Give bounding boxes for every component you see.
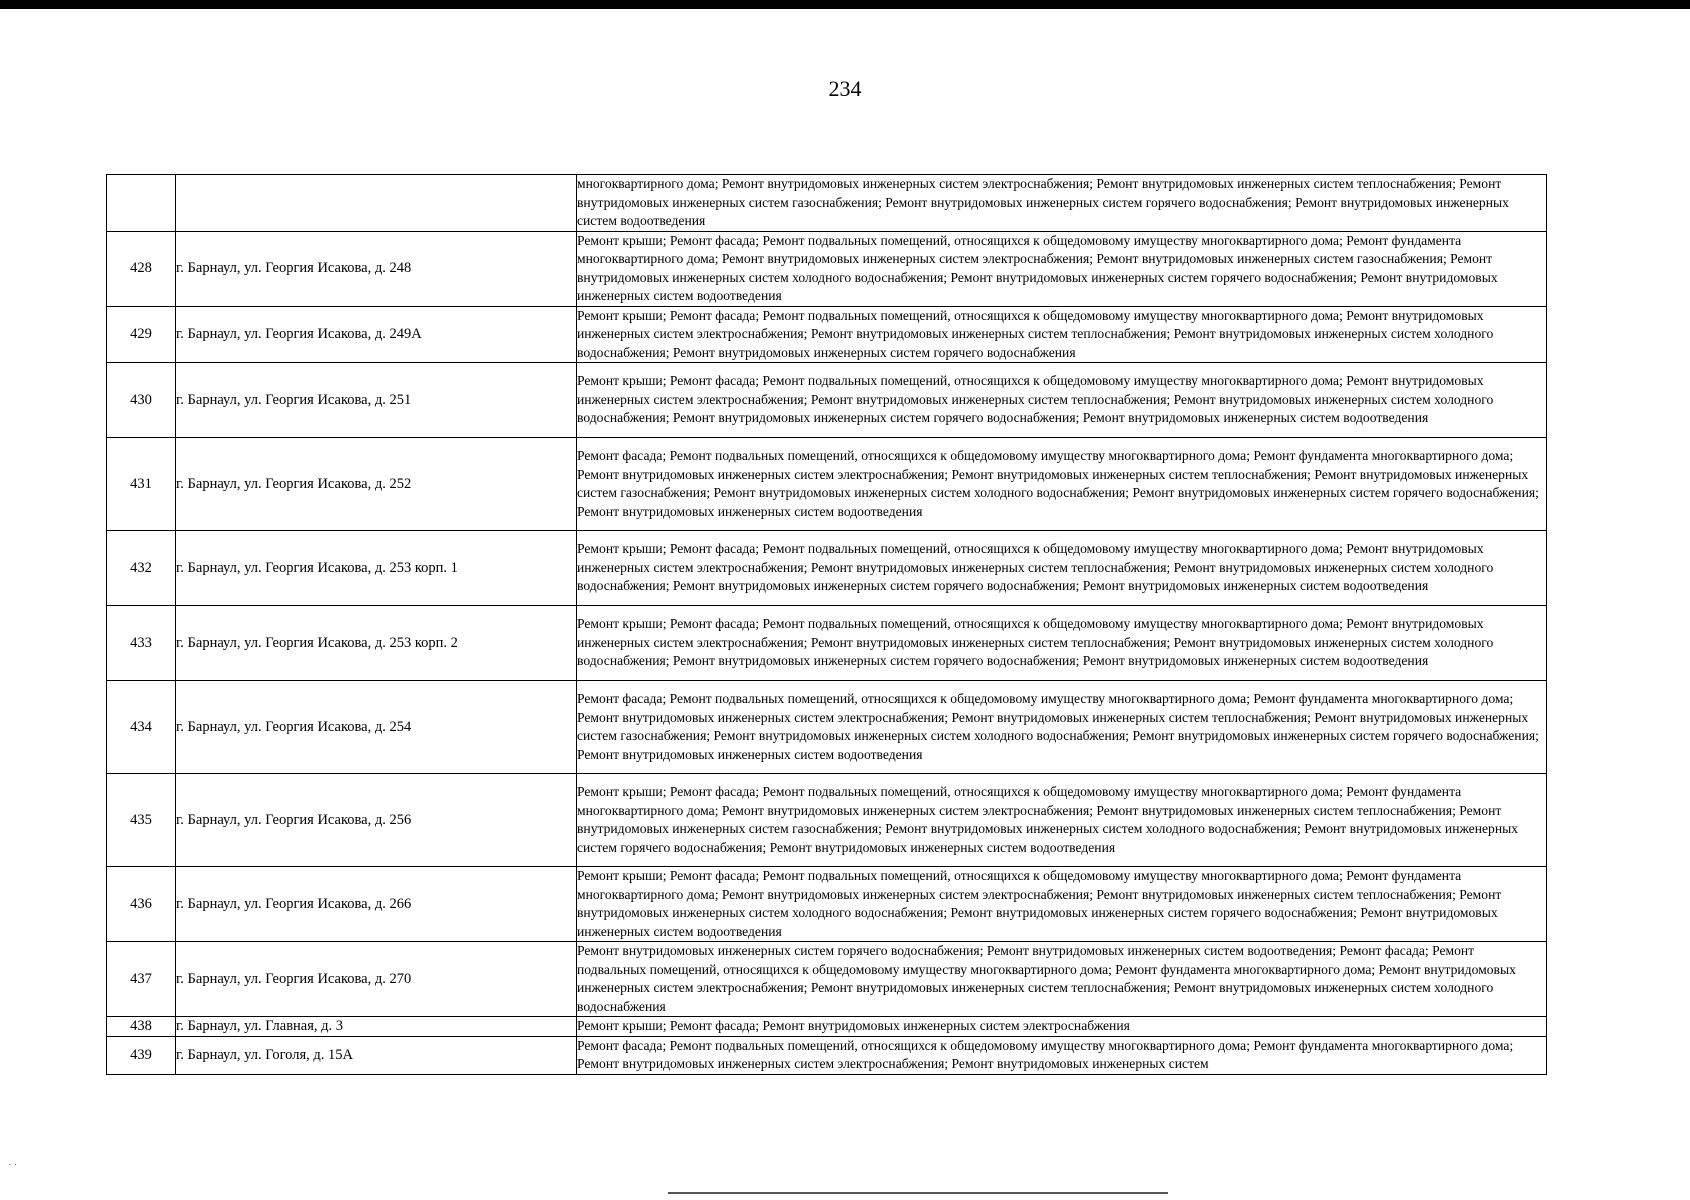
row-address: г. Барнаул, ул. Георгия Исакова, д. 254	[176, 681, 577, 774]
scan-artifact: · ·	[8, 1160, 18, 1171]
table-row	[107, 606, 1547, 681]
row-works: Ремонт крыши; Ремонт фасада; Ремонт подвальных помещений, относящихся к общедомовому имуществу многоквартирного дома; Ремонт фундамента многоквартирного дома; Ремонт внутридомовых инженерных систем электроснабжения; Ремонт внутридомовых инженерных систем теплоснабжения; Ремонт внутридомовых инженерных систем газоснабжения; Ремонт внутридомовых инженерных систем холодного водоснабжения; Ремонт внутридомовых инженерных систем горячего водоснабжения; Ремонт внутридомовых инженерных систем водоотведения	[577, 774, 1547, 867]
table-row	[107, 363, 1547, 438]
row-address	[176, 175, 577, 232]
row-number: 430	[107, 363, 176, 438]
row-works: Ремонт крыши; Ремонт фасада; Ремонт подвальных помещений, относящихся к общедомовому имуществу многоквартирного дома; Ремонт внутридомовых инженерных систем электроснабжения; Ремонт внутридомовых инженерных систем теплоснабжения; Ремонт внутридомовых инженерных систем холодного водоснабжения; Ремонт внутридомовых инженерных систем горячего водоснабжения	[577, 306, 1547, 363]
row-number: 438	[107, 1017, 176, 1037]
table-row	[107, 531, 1547, 606]
row-address: г. Барнаул, ул. Георгия Исакова, д. 253 корп. 1	[176, 531, 577, 606]
row-number	[107, 175, 176, 232]
row-address: г. Барнаул, ул. Георгия Исакова, д. 266	[176, 867, 577, 942]
row-number: 439	[107, 1036, 176, 1074]
row-address: г. Барнаул, ул. Главная, д. 3	[176, 1017, 577, 1037]
table-row	[107, 1036, 1547, 1074]
row-number: 428	[107, 231, 176, 306]
row-number: 437	[107, 942, 176, 1017]
row-address: г. Барнаул, ул. Георгия Исакова, д. 253 корп. 2	[176, 606, 577, 681]
row-works: Ремонт крыши; Ремонт фасада; Ремонт подвальных помещений, относящихся к общедомовому имуществу многоквартирного дома; Ремонт внутридомовых инженерных систем электроснабжения; Ремонт внутридомовых инженерных систем теплоснабжения; Ремонт внутридомовых инженерных систем холодного водоснабжения; Ремонт внутридомовых инженерных систем горячего водоснабжения; Ремонт внутридомовых инженерных систем водоотведения	[577, 363, 1547, 438]
table-row	[107, 306, 1547, 363]
row-address: г. Барнаул, ул. Георгия Исакова, д. 251	[176, 363, 577, 438]
row-works: Ремонт крыши; Ремонт фасада; Ремонт подвальных помещений, относящихся к общедомовому имуществу многоквартирного дома; Ремонт внутридомовых инженерных систем электроснабжения; Ремонт внутридомовых инженерных систем теплоснабжения; Ремонт внутридомовых инженерных систем холодного водоснабжения; Ремонт внутридомовых инженерных систем горячего водоснабжения; Ремонт внутридомовых инженерных систем водоотведения	[577, 606, 1547, 681]
table-row	[107, 942, 1547, 1017]
row-works: Ремонт фасада; Ремонт подвальных помещений, относящихся к общедомовому имуществу многоквартирного дома; Ремонт фундамента многоквартирного дома; Ремонт внутридомовых инженерных систем электроснабжения; Ремонт внутридомовых инженерных систем теплоснабжения; Ремонт внутридомовых инженерных систем газоснабжения; Ремонт внутридомовых инженерных систем холодного водоснабжения; Ремонт внутридомовых инженерных систем горячего водоснабжения; Ремонт внутридомовых инженерных систем водоотведения	[577, 438, 1547, 531]
row-works: Ремонт крыши; Ремонт фасада; Ремонт внутридомовых инженерных систем электроснабжения	[577, 1017, 1547, 1037]
page-number: 234	[828, 76, 862, 101]
table-row	[107, 175, 1547, 232]
row-works: Ремонт крыши; Ремонт фасада; Ремонт подвальных помещений, относящихся к общедомовому имуществу многоквартирного дома; Ремонт фундамента многоквартирного дома; Ремонт внутридомовых инженерных систем электроснабжения; Ремонт внутридомовых инженерных систем газоснабжения; Ремонт внутридомовых инженерных систем холодного водоснабжения; Ремонт внутридомовых инженерных систем горячего водоснабжения; Ремонт внутридомовых инженерных систем водоотведения	[577, 231, 1547, 306]
row-address: г. Барнаул, ул. Георгия Исакова, д. 256	[176, 774, 577, 867]
row-works: Ремонт фасада; Ремонт подвальных помещений, относящихся к общедомовому имуществу многоквартирного дома; Ремонт фундамента многоквартирного дома; Ремонт внутридомовых инженерных систем электроснабжения; Ремонт внутридомовых инженерных систем теплоснабжения; Ремонт внутридомовых инженерных систем газоснабжения; Ремонт внутридомовых инженерных систем холодного водоснабжения; Ремонт внутридомовых инженерных систем горячего водоснабжения; Ремонт внутридомовых инженерных систем водоотведения	[577, 681, 1547, 774]
row-number: 435	[107, 774, 176, 867]
row-number: 429	[107, 306, 176, 363]
table-row	[107, 1017, 1547, 1037]
registry-table	[106, 174, 1547, 1075]
row-address: г. Барнаул, ул. Георгия Исакова, д. 252	[176, 438, 577, 531]
row-address: г. Барнаул, ул. Георгия Исакова, д. 249А	[176, 306, 577, 363]
row-number: 434	[107, 681, 176, 774]
table-row	[107, 438, 1547, 531]
row-address: г. Барнаул, ул. Георгия Исакова, д. 248	[176, 231, 577, 306]
row-number: 431	[107, 438, 176, 531]
row-works: Ремонт крыши; Ремонт фасада; Ремонт подвальных помещений, относящихся к общедомовому имуществу многоквартирного дома; Ремонт внутридомовых инженерных систем электроснабжения; Ремонт внутридомовых инженерных систем теплоснабжения; Ремонт внутридомовых инженерных систем холодного водоснабжения; Ремонт внутридомовых инженерных систем горячего водоснабжения; Ремонт внутридомовых инженерных систем водоотведения	[577, 531, 1547, 606]
bottom-rule	[668, 1192, 1168, 1194]
row-number: 436	[107, 867, 176, 942]
table-row	[107, 681, 1547, 774]
row-number: 432	[107, 531, 176, 606]
row-address: г. Барнаул, ул. Георгия Исакова, д. 270	[176, 942, 577, 1017]
row-address: г. Барнаул, ул. Гоголя, д. 15А	[176, 1036, 577, 1074]
top-border	[0, 0, 1690, 9]
table-row	[107, 867, 1547, 942]
row-works: Ремонт внутридомовых инженерных систем горячего водоснабжения; Ремонт внутридомовых инженерных систем водоотведения; Ремонт фасада; Ремонт подвальных помещений, относящихся к общедомовому имуществу многоквартирного дома; Ремонт фундамента многоквартирного дома; Ремонт внутридомовых инженерных систем электроснабжения; Ремонт внутридомовых инженерных систем теплоснабжения; Ремонт внутридомовых инженерных систем холодного водоснабжения	[577, 942, 1547, 1017]
row-number: 433	[107, 606, 176, 681]
row-works: Ремонт фасада; Ремонт подвальных помещений, относящихся к общедомовому имуществу многоквартирного дома; Ремонт фундамента многоквартирного дома; Ремонт внутридомовых инженерных систем электроснабжения; Ремонт внутридомовых инженерных систем	[577, 1036, 1547, 1074]
row-works: многоквартирного дома; Ремонт внутридомовых инженерных систем электроснабжения; Ремонт внутридомовых инженерных систем теплоснабжения; Ремонт внутридомовых инженерных систем газоснабжения; Ремонт внутридомовых инженерных систем горячего водоснабжения; Ремонт внутридомовых инженерных систем водоотведения	[577, 175, 1547, 232]
row-works: Ремонт крыши; Ремонт фасада; Ремонт подвальных помещений, относящихся к общедомовому имуществу многоквартирного дома; Ремонт фундамента многоквартирного дома; Ремонт внутридомовых инженерных систем электроснабжения; Ремонт внутридомовых инженерных систем теплоснабжения; Ремонт внутридомовых инженерных систем холодного водоснабжения; Ремонт внутридомовых инженерных систем горячего водоснабжения; Ремонт внутридомовых инженерных систем водоотведения	[577, 867, 1547, 942]
table-row	[107, 774, 1547, 867]
table-row	[107, 231, 1547, 306]
